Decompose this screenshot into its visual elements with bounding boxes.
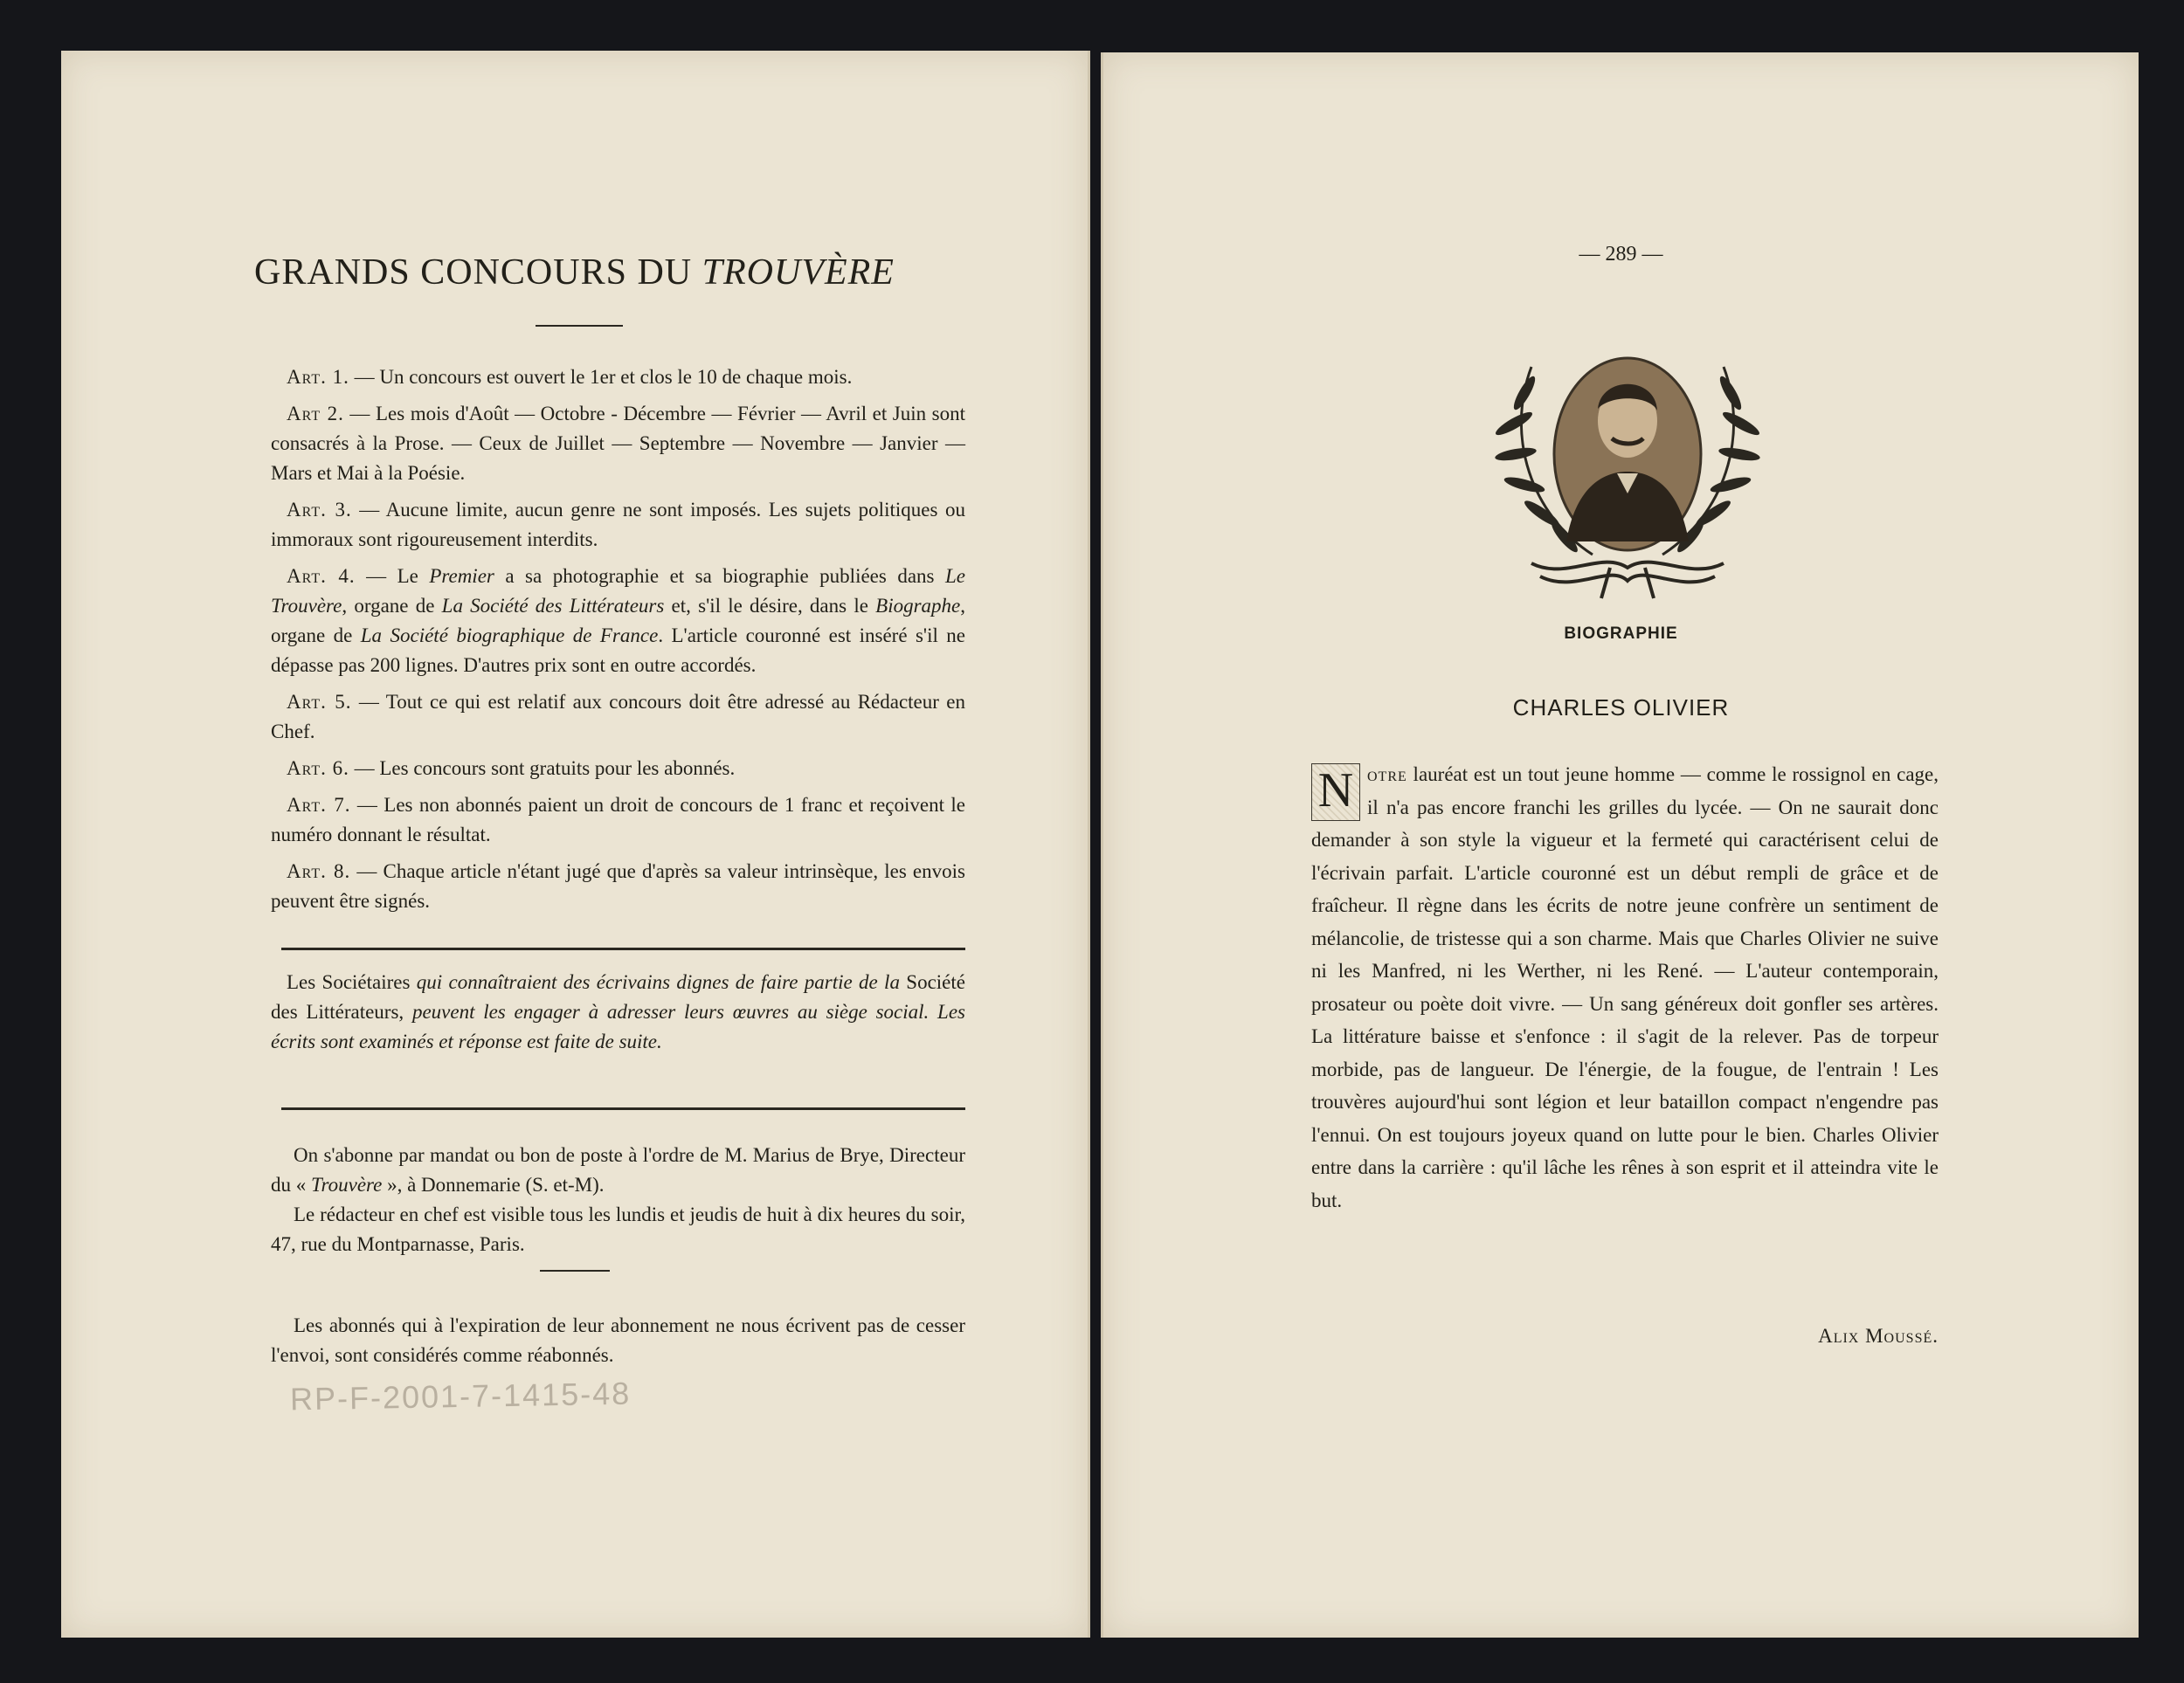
article-label: Art. 7.: [287, 794, 351, 816]
page-number: — 289 —: [1579, 243, 1663, 266]
italic-text: Biographe: [875, 595, 961, 617]
article-8: Art. 8. — Chaque article n'étant jugé que d'après sa valeur intrinsèque, les envois peuvent être signés.: [271, 860, 965, 912]
laurel-wreath-icon: [1470, 314, 1785, 629]
article-label: Art. 6.: [287, 757, 349, 779]
contest-rules: [271, 362, 965, 923]
biography-body: lauréat est un tout jeune homme — comme le rossignol en cage, il n'a pas encore franchi les grilles du lycée. — On ne saurait donc demander à son style la vigueur et la fermeté qui caractérisent celui de l'écrivain parfait. L'article couronné est un début rempli de grâce et de fraîcheur. Il règne dans les écrits de notre jeune confrère un sentiment de mélancolie, de tristesse qui a son charme. Mais que Charles Olivier ne suive ni les Manfred, ni les Werther, ni les René. — L'auteur contemporain, prosateur ou poète doit vivre. — Un sang généreux doit gonfler ses artères. La littérature baisse et s'enfonce : il s'agit de la relever. Pas de torpeur morbide, pas de langueur. De l'énergie, de la fougue, de l'entrain ! Les trouvères aujourd'hui sont légion et leur bataillon compact n'engendre pas l'ennui. On est toujours joyeux quand on lutte pour le bien. Charles Olivier entre dans la carrière : qu'il lâche les rênes à son esprit et il atteindra vite le but.: [1311, 763, 1939, 1211]
renewal-notice: Les abonnés qui à l'expiration de leur abonnement ne nous écrivent pas de cesser l'envoi, sont considérés comme réabonnés.: [271, 1314, 965, 1366]
drop-cap: N: [1311, 763, 1360, 821]
subscription-line: On s'abonne par mandat ou bon de poste à l'ordre de M. Marius de Brye, Directeur du « Trouvère », à Donnemarie (S. et-M).: [271, 1144, 965, 1196]
title-italic: TROUVÈRE: [702, 252, 895, 293]
italic-text: peuvent les engager à adresser leurs œuvres au siège social. Les écrits sont examinés et réponse est faite de suite.: [271, 1001, 965, 1052]
article-label: Art. 4.: [287, 565, 356, 587]
page-title: GRANDS CONCOURS DU TROUVÈRE: [254, 252, 895, 293]
portrait-medallion: [1470, 314, 1785, 629]
author-signature: Alix Moussé.: [1818, 1325, 1939, 1347]
article-2: Art 2. — Les mois d'Août — Octobre - Décembre — Février — Avril et Juin sont consacrés à la Prose. — Ceux de Juillet — Septembre — Novembre — Janvier — Mars et Mai à la Poésie.: [271, 403, 965, 484]
italic-text: Le Trouvère: [271, 565, 965, 617]
biography-text: [1311, 758, 1939, 1217]
section-label: BIOGRAPHIE: [1564, 624, 1678, 643]
title-divider: [536, 325, 623, 327]
article-label: Art 2.: [287, 403, 344, 424]
article-1: Art. 1. — Un concours est ouvert le 1er et clos le 10 de chaque mois.: [287, 366, 853, 388]
editor-line: Le rédacteur en chef est visible tous les lundis et jeudis de huit à dix heures du soir, 47, rue du Montparnasse, Paris.: [271, 1204, 965, 1255]
italic-text: La Société des Littérateurs: [441, 595, 665, 617]
members-notice: Les Sociétaires qui connaîtraient des écrivains dignes de faire partie de la Société des Littérateurs, peuvent les engager à adresser leurs œuvres au siège social. Les écrits sont examinés et réponse est faite de suite.: [271, 971, 965, 1052]
archive-stamp: RP-F-2001-7-1415-48: [289, 1375, 632, 1417]
biography-name: CHARLES OLIVIER: [1512, 694, 1730, 721]
section-divider: [281, 948, 965, 950]
article-label: Art. 8.: [287, 860, 351, 882]
footer-divider: [540, 1270, 610, 1272]
subscription-info: [271, 1141, 965, 1259]
italic-text: Trouvère: [311, 1174, 383, 1196]
left-page: [61, 51, 1090, 1638]
article-3: Art. 3. — Aucune limite, aucun genre ne sont imposés. Les sujets politiques ou immoraux sont rigoureusement interdits.: [271, 499, 965, 550]
article-label: Art. 3.: [287, 499, 352, 521]
italic-text: qui connaîtraient des écrivains dignes de faire partie de la: [416, 971, 900, 993]
article-5: Art. 5. — Tout ce qui est relatif aux concours doit être adressé au Rédacteur en Chef.: [271, 691, 965, 742]
article-label: Art. 5.: [287, 691, 352, 713]
section-divider: [281, 1107, 965, 1110]
italic-text: Premier: [429, 565, 494, 587]
lead-smallcaps: otre: [1367, 763, 1407, 785]
article-7: Art. 7. — Les non abonnés paient un droit de concours de 1 franc et reçoivent le numéro donnant le résultat.: [271, 794, 965, 845]
italic-text: La Société biographique de France: [360, 624, 659, 646]
article-4: Art. 4. — Le Premier a sa photographie et sa biographie publiées dans Le Trouvère, organe de La Société des Littérateurs et, s'il le désire, dans le Biographe, organe de La Société biographique de France. L'article couronné est inséré s'il ne dépasse pas 200 lignes. D'autres prix sont en outre accordés.: [271, 565, 966, 676]
article-label: Art. 1.: [287, 366, 349, 388]
article-6: Art. 6. — Les concours sont gratuits pour les abonnés.: [287, 757, 736, 779]
right-page: [1101, 52, 2139, 1638]
